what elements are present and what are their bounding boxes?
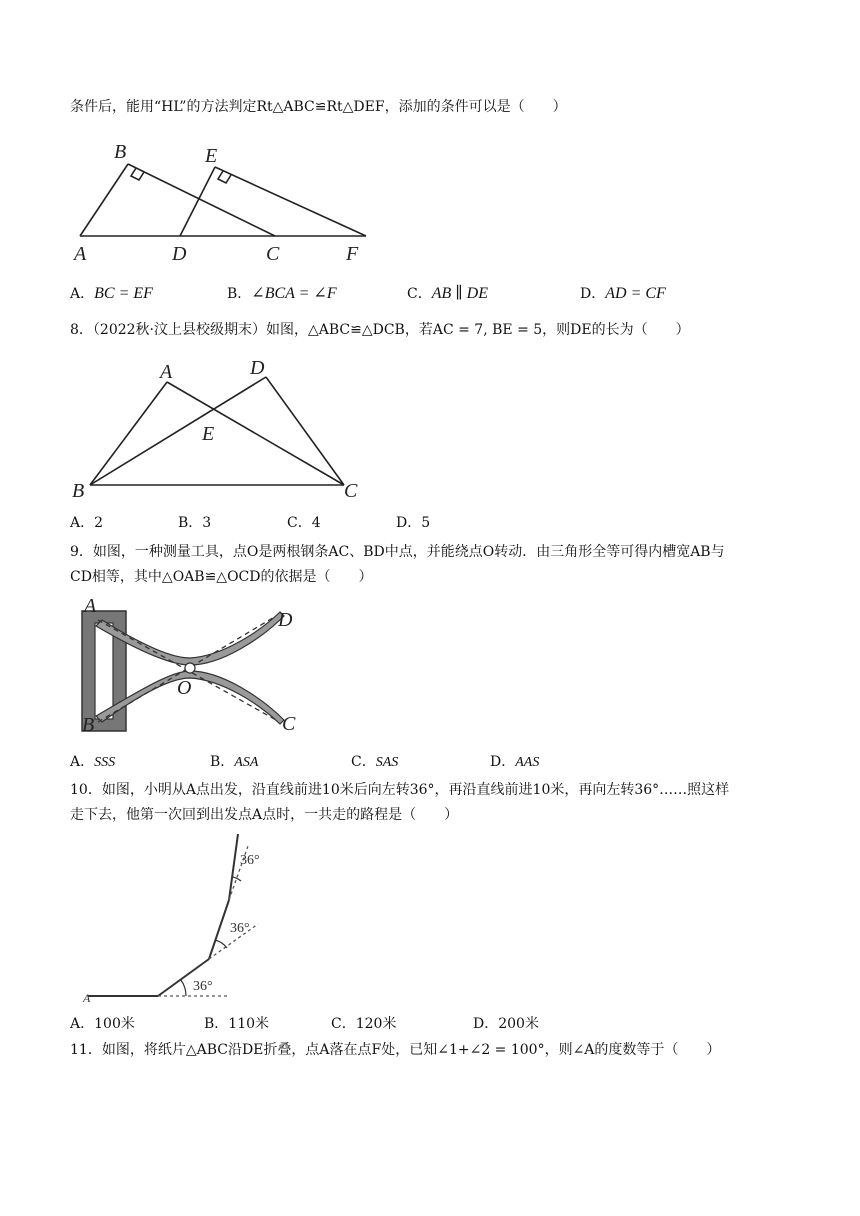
q9-stem-line-1: 9．如图，一种测量工具，点O是两根钢条AC、BD中点，并能绕点O转动．由三角形全等可得内槽宽AB与 <box>70 544 725 560</box>
q8-label-d: D <box>250 357 265 379</box>
q10-option-a: A．100米 <box>70 1016 135 1032</box>
q8-label-c: C <box>344 480 358 502</box>
q10-angle-label-1: 36° <box>193 979 213 994</box>
q7-stem: 条件后，能用“HL”的方法判定Rt△ABC≌Rt△DEF，添加的条件可以是（ ） <box>70 99 567 115</box>
q9-figure <box>62 598 312 743</box>
q10-angle-arc-1 <box>181 980 186 996</box>
q8-option-d: D．5 <box>396 515 431 531</box>
q11-stem: 11．如图，将纸片△ABC沿DE折叠，点A落在点F处，已知∠1+∠2 = 100°，则∠A的度数等于（ ） <box>70 1042 721 1058</box>
q9-label-c: C <box>282 713 296 735</box>
q9-option-d: D．AAS <box>490 754 540 770</box>
q8-option-c: C．4 <box>287 515 321 531</box>
q10-angle-arc-3 <box>233 877 241 881</box>
q10-stem-line-1: 10．如图，小明从A点出发，沿直线前进10米后向左转36°，再沿直线前进10米，再向左转36°……照这样 <box>70 782 730 798</box>
q7-option-c: C．AB ∥ DE <box>407 285 488 302</box>
q9-option-b: B．ASA <box>210 754 259 770</box>
q8-figure <box>70 352 370 502</box>
q9-pivot-o <box>185 663 195 673</box>
q8-stem: 8．（2022秋·汶上县校级期末）如图，△ABC≌△DCB，若AC = 7, BE = 5，则DE的长为（ ） <box>70 322 690 338</box>
q7-seg-de <box>180 167 215 236</box>
q10-figure <box>78 832 298 1007</box>
q10-path-seg-3 <box>209 900 229 959</box>
q7-option-b: B．∠BCA = ∠F <box>227 285 337 302</box>
q7-seg-bc <box>128 164 275 236</box>
q9-label-b: B <box>82 714 95 736</box>
q7-figure <box>70 136 370 266</box>
q9-option-a: A．SSS <box>70 754 116 770</box>
q7-right-angle-b <box>131 168 144 180</box>
q7-option-a: A．BC = EF <box>70 285 153 302</box>
q9-inner-slot <box>95 623 113 719</box>
q8-seg-dc <box>266 377 344 485</box>
q10-option-b: B．110米 <box>204 1016 270 1032</box>
q8-options <box>70 513 570 533</box>
q8-seg-ac <box>167 382 344 485</box>
q9-label-o: O <box>177 677 192 699</box>
q7-label-c: C <box>266 243 280 265</box>
q7-label-a: A <box>74 243 87 265</box>
q9-label-d: D <box>278 609 293 631</box>
q10-label-a: A <box>83 991 91 1005</box>
q7-seg-ab <box>80 164 128 236</box>
q7-label-e: E <box>205 145 218 167</box>
q7-label-d: D <box>172 243 187 265</box>
q10-options <box>70 1014 630 1034</box>
q9-stem-line-2: CD相等，其中△OAB≌△OCD的依据是（ ） <box>70 569 373 585</box>
q10-path-seg-4 <box>229 834 238 900</box>
q8-seg-ba <box>90 382 167 485</box>
q9-label-a: A <box>84 598 97 617</box>
q7-seg-ef <box>215 167 366 236</box>
q7-label-b: B <box>114 141 127 163</box>
q10-stem-line-2: 走下去，他第一次回到出发点A点时，一共走的路程是（ ） <box>70 807 459 823</box>
q10-option-c: C．120米 <box>331 1016 397 1032</box>
q7-options <box>70 284 770 304</box>
q7-option-d: D．AD = CF <box>580 285 666 302</box>
q8-label-b: B <box>72 480 85 502</box>
q9-options <box>70 752 630 772</box>
q7-label-f: F <box>346 243 359 265</box>
q9-option-c: C．SAS <box>351 754 399 770</box>
q8-option-a: A．2 <box>70 515 104 531</box>
q10-angle-label-3: 36° <box>240 853 260 868</box>
q8-label-e: E <box>202 423 215 445</box>
q8-seg-bd <box>90 377 266 485</box>
q8-option-b: B．3 <box>178 515 212 531</box>
q10-angle-label-2: 36° <box>230 921 250 936</box>
q8-label-a: A <box>160 361 173 383</box>
q10-option-d: D．200米 <box>473 1016 539 1032</box>
